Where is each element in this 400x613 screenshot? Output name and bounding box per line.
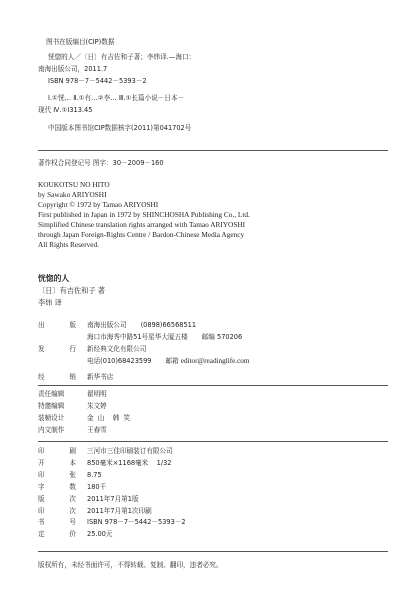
staff-value: 王春雪 — [87, 425, 107, 434]
copyright-registration — [38, 157, 388, 169]
english-line: by Sawako ARIYOSHI — [38, 190, 107, 199]
publisher-block — [38, 320, 388, 384]
cip-number: 中国版本图书馆CIP数据核字(2011)第041702号 — [48, 124, 192, 132]
print-label: 印刷 — [38, 447, 76, 455]
print-value: 180千 — [87, 482, 107, 491]
print-value: 三河市三佳印刷装订有限公司 — [87, 447, 173, 455]
cip-line: ISBN 978－7－5442－5393－2 — [48, 77, 147, 85]
publisher-phone: (0898)66568511 — [140, 321, 197, 329]
print-label: 书号 — [38, 518, 76, 527]
publisher-label: 出版 — [38, 321, 76, 329]
postcode: 570206 — [217, 332, 243, 341]
postcode-label: 邮编 — [201, 332, 215, 341]
staff-value: 翟明明 — [87, 390, 107, 398]
print-label: 定价 — [38, 530, 76, 539]
print-label: 印次 — [38, 506, 76, 515]
book-translator: 李炜 译 — [38, 298, 62, 307]
distributor-phone: 电话(010)68423599 — [87, 356, 152, 365]
staff-value: 金 山 韩 笑 — [87, 413, 131, 422]
print-value: 850毫米×1168毫米 1/32 — [87, 458, 172, 467]
cip-header: 图书在版编目(CIP)数据 — [46, 38, 115, 46]
staff-label: 特邀编辑 — [38, 401, 65, 410]
staff-block — [38, 389, 388, 437]
book-info — [38, 272, 388, 309]
cip-line: 南海出版公司，2011.7 — [38, 65, 108, 73]
english-line: Copyright © 1972 by Tamao ARIYOSHI — [38, 200, 159, 209]
cip-line: Ⅰ.①恍… Ⅱ.①有…②李… Ⅲ.①长篇小说－日本－ — [48, 94, 185, 102]
seller-name: 新华书店 — [87, 372, 114, 381]
separator-line — [38, 150, 388, 151]
staff-label: 内文制作 — [38, 425, 65, 434]
separator-line — [38, 441, 388, 442]
print-value: ISBN 978－7－5442－5393－2 — [87, 518, 186, 527]
print-label: 版次 — [38, 494, 76, 503]
distributor-name: 新经典文化有限公司 — [87, 344, 147, 353]
email-label: 邮箱 — [165, 356, 179, 365]
separator-line — [38, 551, 388, 552]
separator-line — [38, 385, 388, 386]
email-link[interactable]: editor@readinglife.com — [180, 356, 250, 365]
book-author: 〔日〕有吉佐和子 著 — [38, 286, 105, 295]
publisher-address: 海口市海秀中路51号星华大厦五楼 — [87, 332, 188, 341]
cip-block — [38, 36, 388, 134]
print-value: 2011年7月第1次印刷 — [87, 506, 152, 515]
print-label: 开本 — [38, 458, 76, 467]
publisher-name: 南海出版公司 — [87, 321, 127, 329]
english-line: First published in Japan in 1972 by SHINCHOSHA Publishing Co., Ltd. — [38, 210, 250, 219]
english-copyright-block — [38, 180, 388, 250]
rights-notice-text: 版权所有，未经书面许可，不得转载、复制、翻印，违者必究。 — [38, 561, 223, 569]
distributor-label: 发行 — [38, 344, 76, 353]
print-label: 字数 — [38, 482, 76, 491]
english-line: KOUKOTSU NO HITO — [38, 180, 110, 189]
cip-line: 恍惚的人／〔日〕有吉佐和子著；李炜译.—海口： — [48, 53, 196, 61]
english-line: Simplified Chinese translation rights arranged with Tamao ARIYOSHI — [38, 220, 246, 229]
cip-line: 现代 Ⅳ.①I313.45 — [38, 106, 93, 114]
rights-notice — [38, 559, 388, 571]
print-label: 印张 — [38, 470, 76, 479]
english-line: through Japan Foreign-Rights Centre / Bardon-Chinese Media Agency — [38, 230, 245, 239]
seller-label: 经销 — [38, 372, 76, 381]
print-value: 8.75 — [87, 470, 102, 479]
book-title: 恍惚的人 — [38, 274, 70, 283]
print-value: 25.00元 — [87, 530, 113, 539]
copyright-registration-text: 著作权合同登记号 图字：30－2009－160 — [38, 159, 164, 167]
staff-label: 责任编辑 — [38, 390, 65, 398]
staff-value: 朱文婷 — [87, 401, 107, 410]
english-line: All Rights Reserved. — [38, 240, 100, 249]
print-value: 2011年7月第1版 — [87, 494, 139, 503]
print-info-block — [38, 446, 388, 541]
staff-label: 装帧设计 — [38, 413, 65, 422]
